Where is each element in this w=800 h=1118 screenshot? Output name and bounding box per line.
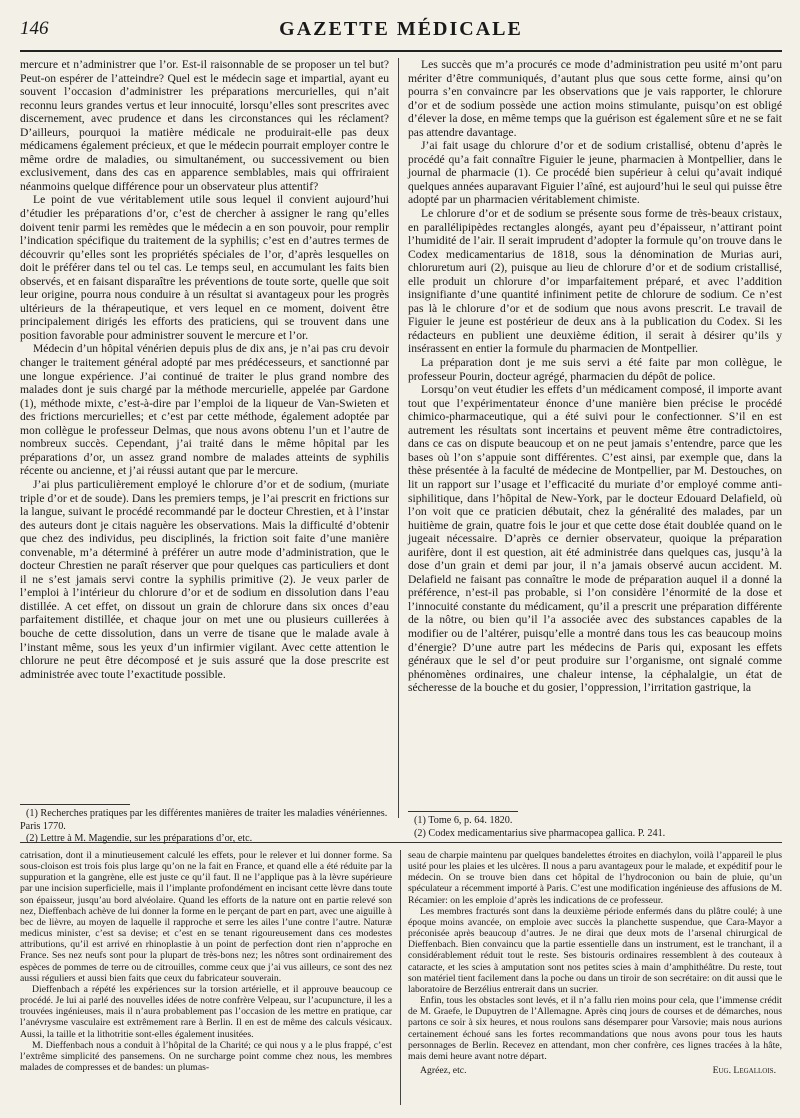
paragraph: M. Dieffenbach nous a conduit à l’hôpital de la Charité; ce qui nous y a le plus frappé, c’est l’extrême simplicité des pansemens. On ne surcharge point comme chez nous, les membres malades de compresses et de bandes: un plumas- bbox=[20, 1039, 392, 1073]
signature: Eug. Legallois. bbox=[712, 1064, 776, 1076]
paragraph: Les membres fracturés sont dans la deuxième période enfermés dans du plâtre coulé; à une époque moins avancée, on emploie avec succès la planchette suspendue, que Cara-Mayor a préconisée après beaucoup d’autres. Je ne dirai que deux mots de l’arsenal chirurgical de Dieffenbach. Bien convaincu que la partie essentielle dans un instrument, est le tranchant, il a considérablement réduit tout le reste. Ses bistouris ordinaires ressemblent à des couteaux à cataracte, et les scies à amputation sont nos petites scies à main d’amphithéâtre. Du reste, tout son matériel tient facilement dans la poche ou dans un tiroir de son secrétaire: on dit aussi que le laboratoire de Berzélius entrerait dans un sucrier. bbox=[408, 905, 782, 995]
footnote-rule bbox=[408, 811, 518, 812]
salutation: Agréez, etc. bbox=[420, 1064, 467, 1076]
paragraph: mercure et n’administrer que l’or. Est-il raisonnable de se proposer un tel but? Peut-on espérer de l’atteindre? Quel est le médecin sage et impartial, ayant eu souvent l’occasion d’administrer les préparations mercurielles, qui n’ait reconnu leurs grandes vertus et leur innocuité, lorsqu’elles sont prescrites avec discernement, avec prudence et dans les circonstances qui les réclament? D’ailleurs, pourquoi la matière médicale ne produirait-elle pas deux médicamens également précieux, et que le médecin pourrait employer contre le même ordre de maladies, ou simultanément, ou successivement ou bien exclusivement, dans des cas en apparence semblables, mais qui offriraient néanmoins quelque différence pour un observateur plus attentif? bbox=[20, 58, 389, 193]
closing bbox=[408, 1065, 782, 1076]
right-column bbox=[408, 58, 782, 695]
paragraph: catrisation, dont il a minutieusement calculé les effets, pour le relever et lui donner forme. Sa sous-cloison est trois fois plus large qu’on ne la fait en France, et quand elle a été réduite par la suppuration et la gangrène, elle est juste ce qu’il faut. Il ne l’applique pas à la lèvre supérieure par une incision superficielle, mais il l’implante profondément en incisant cette lèvre dans toute son épaisseur, jusqu’au bord alvéolaire. Quand les efforts de la nature ont en partie relevé son nez, Dieffenbach achève de lui donner la forme en le perçant de part en part, avec une aiguille à bec de lièvre, au moyen de laquelle il rapproche et serre les ailes l’une contre l’autre. Naturæ medicus minister, c’est sa devise; et c’est en se tenant rigoureusement dans ces modestes attributions, qu’il est arrivé en rhinoplastie à un point de perfection dont rien n’approche en France. Ses nez neufs sont pour la plupart de très-bons nez; les nôtres sont ordinairement des espèces de pommes de terre ou de citrouilles, comme ceux que j’ai vus ailleurs, ce sont des nez aussi réguliers et aussi bien faits que ceux du fabricateur souverain. bbox=[20, 850, 392, 984]
column-divider bbox=[398, 58, 399, 818]
paragraph: Médecin d’un hôpital vénérien depuis plus de dix ans, je n’ai pas cru devoir changer le traitement général adopté par mes prédécesseurs, et sanctionné par une longue expérience. J’ai continué de traiter le plus grand nombre des malades dont je suis chargé par la méthode mercurielle, appelée par Gardone (1), méthode mixte, c’est-à-dire par l’emploi de la liqueur de Van-Swieten et des frictions mercurielles; et c’est par cette méthode, également adoptée par mon collègue le professeur Delmas, que nous avons obtenu l’un et l’autre de nombreux succès. Cependant, j’ai traité dans le même hôpital par les préparations d’or, un assez grand nombre de malades atteints de syphilis récente ou ancienne, et j’ai réussi autant que par le mercure. bbox=[20, 342, 389, 478]
left-column bbox=[20, 58, 389, 681]
paragraph: J’ai plus particulièrement employé le chlorure d’or et de sodium, (muriate triple d’or et de soude). Dans les premiers temps, je l’ai prescrit en frictions sur la langue, suivant le procédé recommandé par le docteur Chrestien, et à l’instar des auteurs dont je citais naguère les observations. Mais la difficulté d’obtenir que chez des individus, peu disciplinés, la friction soit faite d’une manière convenable, m’a déterminé à préférer un autre mode d’administration, que le docteur Chrestien ne paraît réserver que pour quelques cas particuliers et dont il ne s’est jamais servi contre la syphilis primitive (2). Je veux parler de l’emploi à l’intérieur du chlorure d’or et de sodium en dissolution dans l’eau distillée. A cet effet, on dissout un grain de chlorure dans six onces d’eau parfaitement distillée, et chaque jour on met une ou plusieurs cuillerées à bouche de cette dissolution, dans un verre de tisane que le malade avale à l’instant même, sous les yeux d’un infirmier vigilant. Avec cette attention le chlorure ne peut être décomposé et je suis assuré que la dose prescrite est administrée avec toute l’exactitude possible. bbox=[20, 477, 389, 681]
paragraph: Le point de vue véritablement utile sous lequel il convient aujourd’hui d’étudier les préparations d’or, c’est de chercher à assigner le rang qu’elles doivent tenir parmi les remèdes que le médecin a en son pouvoir, pour remplir l’indication spécifique du traitement de la syphilis; c’est en d’autres termes de découvrir qu’elles sont les propriétés spéciales de l’or, d’après lesquelles on doit le préférer dans tel ou tel cas. Le temps seul, en accumulant les faits bien observés, et en faisant disparaître les préventions de toute sorte, quelle que soit leur origine, pourra nous conduire à un résultat si avantageux pour les progrès ultérieurs de la thérapeutique, et vers lequel en ce moment, doivent être principalement dirigés les efforts des praticiens, qui se trouvent dans une position favorable pour administrer souvent le mercure et l’or. bbox=[20, 193, 389, 342]
paragraph: La préparation dont je me suis servi a été faite par mon collègue, le professeur Pourin, docteur agrégé, pharmacien du dépôt de police. bbox=[408, 356, 782, 383]
section-separator bbox=[20, 842, 782, 843]
feuilleton-right bbox=[408, 850, 782, 1076]
footnote: (2) Codex medicamentarius sive pharmacopea gallica. P. 241. bbox=[414, 827, 666, 839]
newspaper-page bbox=[20, 18, 782, 1110]
paragraph: Dieffenbach a répété les expériences sur la torsion artérielle, et il approuve beaucoup ce procédé. Je lui ai parlé des nouvelles idées de notre confrère Velpeau, sur l’acupuncture, il les a trouvées ingénieuses, mais il n’aura probablement pas l’occasion de les mettre en pratique, car l’anévrysme vasculaire est extrêmement rare à Berlin. Il en est de même des calculs vésicaux. Aussi, la taille et la lithotritie sont-elles également inusitées. bbox=[20, 983, 392, 1040]
paragraph: J’ai fait usage du chlorure d’or et de sodium cristallisé, obtenu d’après le procédé qu’a fait connaître Figuier le jeune, pharmacien à Montpellier, dans le journal de pharmacie (1). Ce procédé bien supérieur à celui qu’avait indiqué quelques années auparavant Figuier l’aîné, est aujourd’hui le seul qui puisse être adopté par un pharmacien véritablement chimiste. bbox=[408, 139, 782, 207]
footnotes-left bbox=[20, 804, 389, 846]
footnote: (1) Recherches pratiques par les différentes manières de traiter les maladies vénériennes. Paris 1770. bbox=[20, 808, 388, 832]
page-header bbox=[20, 18, 782, 44]
paragraph: Le chlorure d’or et de sodium se présente sous forme de très-beaux cristaux, en parallélipipèdes rectangles alongés, ayant peu d’épaisseur, n’attirant point l’humidité de l’air. Il serait imprudent d’adopter la formule qu’on trouve dans le Codex medicamentarius de 1818, sous la dénomination de Murias auri, chloruretum auri (2), puisque au lieu de chlorure d’or et de sodium cristallisé, elle produit un chlorure d’or imparfaitement préparé, et avec l’addition insignifiante d’une quantité infiniment petite de chlorure de sodium. Ce n’est pas là le chlorure d’or et de sodium que nous avons prescrit. Le travail de Figuier le jeune est postérieur de deux ans à la publication du Codex. Si les rédacteurs en publient une deuxième édition, il serait à désirer qu’ils y insérassent en entier la formule du pharmacien de Montpellier. bbox=[408, 207, 782, 356]
page-title: GAZETTE MÉDICALE bbox=[279, 18, 523, 40]
paragraph: Les succès que m’a procurés ce mode d’administration peu usité m’ont paru mériter d’être communiqués, d’autant plus que sous cette forme, ainsi qu’on pourra s’en convaincre par les observations que je vais rapporter, le chlorure d’or et de sodium possède une action moins stimulante, puisqu’on est obligé d’élever la dose, en même temps que la guérison est également sûre et ne se fait pas attendre davantage. bbox=[408, 58, 782, 139]
header-rule bbox=[20, 50, 782, 52]
footnotes-right bbox=[408, 811, 782, 840]
paragraph: Lorsqu’on veut étudier les effets d’un médicament composé, il importe avant tout que l’expérimentateur énonce d’une manière bien précise le procédé chimico-pharmaceutique, qui a été suivi pour le confectionner. S’il en est autrement les résultats sont incertains et peuvent même être contradictoires, dans ce cas on dispute beaucoup et on ne peut jamais s’entendre, parce que les bases où l’on s’appuie sont différentes. C’est ainsi, par exemple que, dans la thèse présentée à la faculté de médecine de Montpellier, par M. Destouches, on lit un rapport sur l’usage et l’efficacité du muriate d’or employé comme anti-siphilitique, dans l’hôpital de New-York, par le docteur Edouard Delafield, où l’on voit que ce praticien débutait, chez la généralité des malades, par un huitième de grain, quatre fois le jour et que cette dose était doublée quand on le jugeait nécessaire. D’après ce dernier observateur, quoique la préparation aurifère, dont il est question, ait été administrée dans quelques cas, jusqu’à la dose d’un grain et demi par jour, il n’a jamais observé aucun accident. M. Delafield ne faisant pas connaître le mode de préparation auquel il a donné la préférence, n’est-il pas probable, si l’on considère l’énormité de la dose et l’innocuité constante du médicament, qu’il a prescrit une préparation différente de la nôtre, ou bien qu’il l’a associée avec des substances capables de la modifier ou de l’altérer, puisqu’elle a montré dans tous les cas beaucoup moins d’énergie? D’une autre part les médecins de Paris qui, exposant les effets généraux que le sel d’or peut produire sur l’organisme, ont signalé comme phénomènes ordinaires, une chaleur intense, la céphalalgie, un état de sécheresse de la bouche et du gosier, l’oppression, l’irritation gastrique, la bbox=[408, 383, 782, 695]
footnote: (2) Lettre à M. Magendie, sur les préparations d’or, etc. bbox=[26, 833, 253, 844]
footnote-rule bbox=[20, 804, 130, 805]
column-divider bbox=[400, 850, 401, 1105]
paragraph: seau de charpie maintenu par quelques bandelettes étroites en diachylon, voilà l’appareil le plus usité pour les plaies et les ulcères. Il nous a paru avantageux pour le malade, et expéditif pour le médecin. On se trouve bien dans cet hôpital de l’hydroconion ou bain de pluie, qu’un spéculateur a récemment importé à Paris. C’est une modification ingénieuse des affusions de M. Récamier: on les emploie d’après les indications de ce professeur. bbox=[408, 850, 782, 906]
paragraph: Enfin, tous les obstacles sont levés, et il n’a fallu rien moins pour cela, que l’immense crédit de M. Graefe, le Dupuytren de l’Allemagne. Après cinq jours de courses et de démarches, nous partons ce soir à six heures, et nous roulons sans désemparer pour Varsovie; mais nous aurions certainement échoué sans les fortes recommandations que nous avons pour tous les hauts personnages de Berlin. Recevez en attendant, mon cher confrère, ces lignes tracées à la hâte, mais demi heure avant notre départ. bbox=[408, 995, 782, 1062]
page-number: 146 bbox=[20, 18, 49, 39]
footnote: (1) Tome 6, p. 64. 1820. bbox=[414, 815, 513, 826]
feuilleton-left bbox=[20, 850, 392, 1073]
